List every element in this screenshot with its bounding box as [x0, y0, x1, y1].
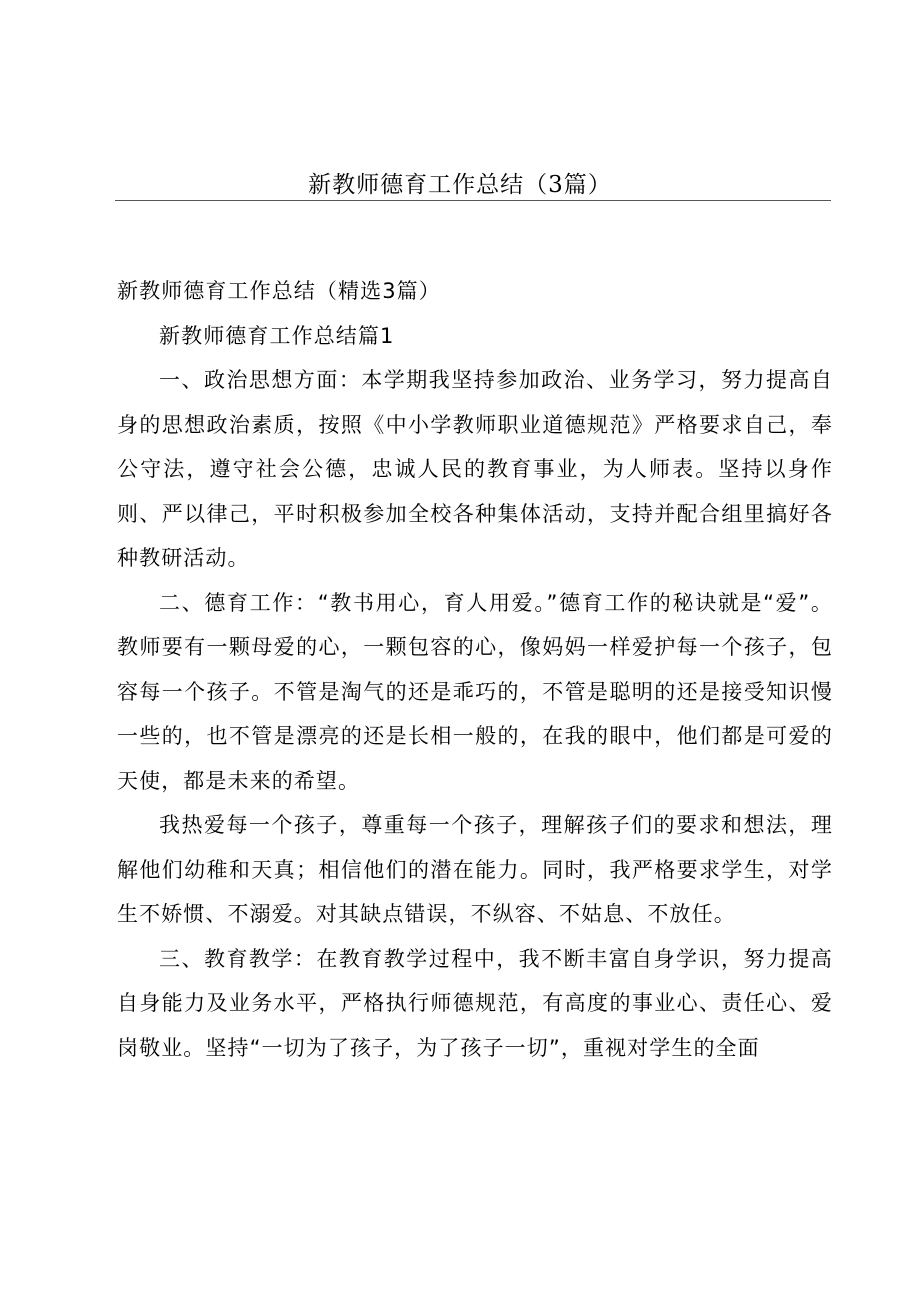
- paragraph-moral-education: 二、德育工作：“教书用心，育人用爱。”德育工作的秘诀就是“爱”。教师要有一颗母爱的心，一颗包容的心，像妈妈一样爱护每一个孩子，包容每一个孩子。不管是淘气的还是乖巧的，不管是聪明的还是接受知识慢一些的，也不管是漂亮的还是长相一般的，在我的眼中，他们都是可爱的天使，都是未来的希望。: [117, 590, 833, 793]
- section-heading: 新教师德育工作总结篇1: [159, 323, 395, 348]
- paragraph-love-children: 我热爱每一个孩子，尊重每一个孩子，理解孩子们的要求和想法，理解他们幼稚和天真；相信他们的潜在能力。同时，我严格要求学生，对学生不娇惯、不溺爱。对其缺点错误，不纵容、不姑息、不放任。: [117, 813, 833, 926]
- paragraph-political-thought: 一、政治思想方面：本学期我坚持参加政治、业务学习，努力提高自身的思想政治素质，按照《中小学教师职业道德规范》严格要求自己，奉公守法，遵守社会公德，忠诚人民的教育事业，为人师表。坚持以身作则、严以律己，平时积极参加全校各种集体活动，支持并配合组里搞好各种教研活动。: [117, 368, 833, 570]
- document-body: [117, 269, 833, 1070]
- document-title: 新教师德育工作总结（3篇）: [308, 172, 612, 198]
- document-subtitle: 新教师德育工作总结（精选3篇）: [117, 279, 441, 303]
- paragraph-teaching: 三、教育教学：在教育教学过程中，我不断丰富自身学识，努力提高自身能力及业务水平，严格执行师德规范，有高度的事业心、责任心、爱岗敬业。坚持“一切为了孩子，为了孩子一切”，重视对学生的全面: [117, 946, 833, 1060]
- title-underline: [115, 200, 831, 201]
